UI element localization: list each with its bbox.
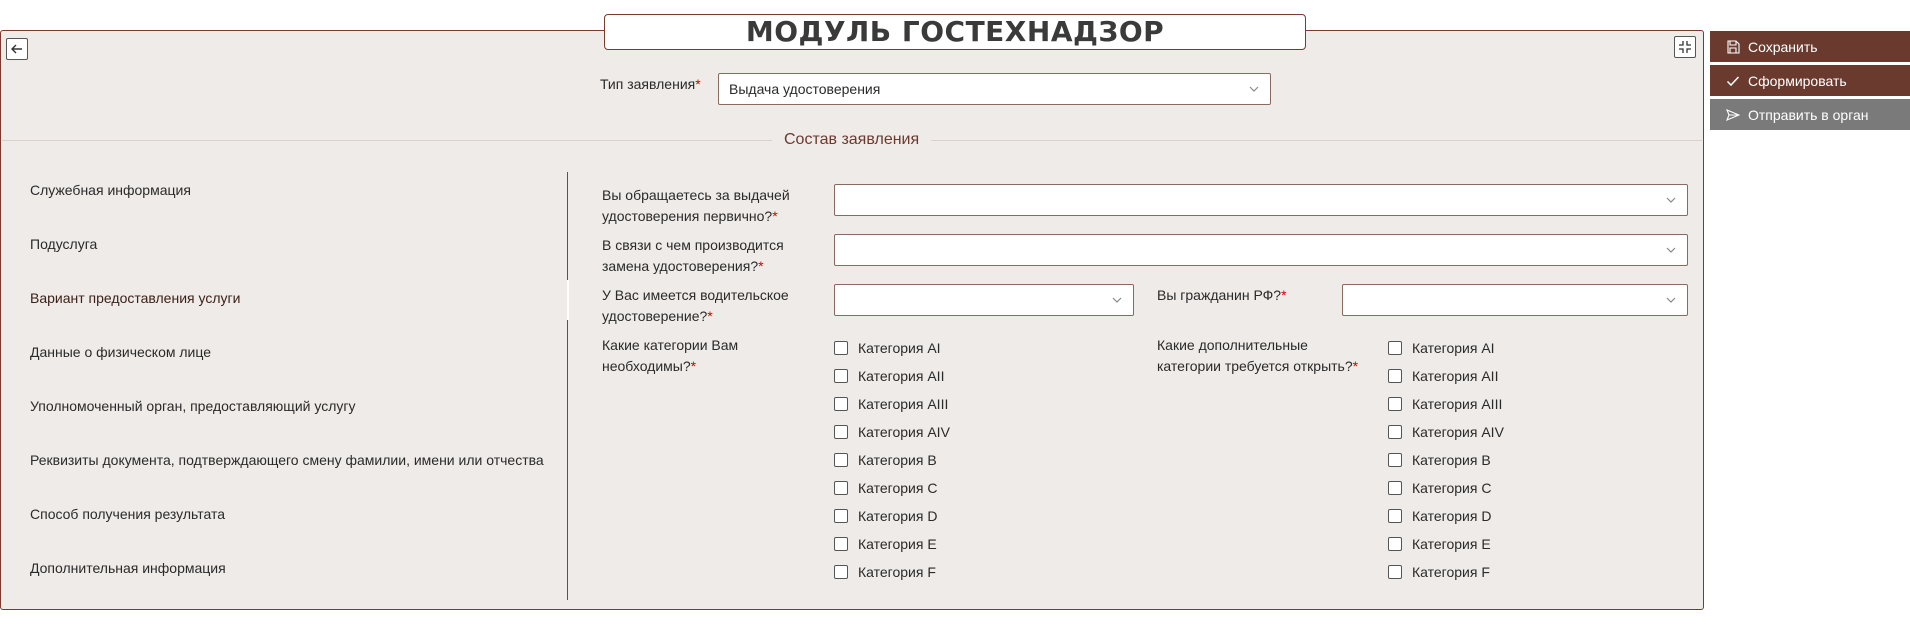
additional-category-checkbox[interactable] [1388,558,1504,586]
checkbox-box[interactable] [834,397,848,411]
category-checkbox[interactable] [834,446,950,474]
q1-line1: Вы обращаетесь за выдачей [602,187,790,203]
category-label: Категория AI [858,340,941,356]
category-label: Категория F [1412,564,1490,580]
module-title: МОДУЛЬ ГОСТЕХНАДЗОР [745,15,1165,48]
category-checkbox[interactable] [834,530,950,558]
checkbox-box[interactable] [834,453,848,467]
checkbox-box[interactable] [1388,565,1402,579]
citizen-select[interactable] [1342,284,1688,316]
nav-item-authority[interactable]: Уполномоченный орган, предоставляющий услугу [30,398,356,414]
additional-category-checkbox[interactable] [1388,446,1504,474]
generate-label: Сформировать [1748,72,1847,89]
nav-item-person-data[interactable]: Данные о физическом лице [30,344,212,360]
q6-line1: Какие дополнительные [1157,337,1308,353]
category-checkbox[interactable] [834,362,950,390]
category-label: Категория C [1412,480,1492,496]
chevron-down-icon [1665,194,1677,206]
save-button[interactable] [1710,31,1910,62]
check-icon [1726,74,1740,88]
checkbox-box[interactable] [834,369,848,383]
category-label: Категория D [858,508,938,524]
additional-category-checkbox[interactable] [1388,502,1504,530]
checkbox-box[interactable] [834,425,848,439]
chevron-down-icon [1665,294,1677,306]
send-label: Отправить в орган [1748,106,1869,123]
nav-active-marker [567,280,569,320]
nav-divider [567,172,568,600]
question-has-license [602,285,789,327]
chevron-down-icon [1248,83,1260,95]
actions-panel [1710,31,1910,133]
first-issue-select[interactable] [834,184,1688,216]
checkbox-box[interactable] [834,565,848,579]
checkbox-box[interactable] [1388,341,1402,355]
category-label: Категория E [1412,536,1491,552]
question-citizen [1157,285,1287,306]
category-checkbox[interactable] [834,558,950,586]
collapse-icon [1678,40,1692,54]
category-label: Категория AII [1412,368,1499,384]
question-first-issue [602,185,790,227]
q1-line2: удостоверения первично? [602,208,773,224]
category-checkbox[interactable] [834,474,950,502]
send-button[interactable] [1710,99,1910,130]
additional-category-checkbox[interactable] [1388,418,1504,446]
checkbox-box[interactable] [1388,481,1402,495]
q2-line2: замена удостоверения? [602,258,759,274]
category-label: Категория B [1412,452,1491,468]
save-icon [1726,40,1740,54]
question-categories [602,335,738,377]
generate-button[interactable] [1710,65,1910,96]
chevron-down-icon [1111,294,1123,306]
nav-item-service-variant[interactable]: Вариант предоставления услуги [30,290,241,306]
categories-group [834,334,950,586]
checkbox-box[interactable] [1388,425,1402,439]
nav-item-subservice[interactable]: Подуслуга [30,236,98,252]
module-title-box [604,14,1306,50]
save-label: Сохранить [1748,38,1818,55]
checkbox-box[interactable] [1388,537,1402,551]
category-label: Категория AI [1412,340,1495,356]
back-button[interactable] [6,38,28,60]
required-mark: * [695,76,701,92]
section-title: Состав заявления [772,129,931,151]
category-label: Категория F [858,564,936,580]
category-checkbox[interactable] [834,390,950,418]
checkbox-box[interactable] [834,481,848,495]
type-select-value: Выдача удостоверения [729,81,881,97]
additional-category-checkbox[interactable] [1388,474,1504,502]
category-label: Категория C [858,480,938,496]
has-license-select[interactable] [834,284,1134,316]
category-label: Категория AIV [1412,424,1504,440]
category-checkbox[interactable] [834,334,950,362]
q5-line2: необходимы? [602,358,691,374]
chevron-down-icon [1665,244,1677,256]
category-label: Категория E [858,536,937,552]
category-label: Категория AIII [858,396,949,412]
required-mark: * [758,258,764,274]
checkbox-box[interactable] [1388,453,1402,467]
checkbox-box[interactable] [1388,397,1402,411]
checkbox-box[interactable] [834,341,848,355]
required-mark: * [690,358,697,374]
type-select[interactable] [718,73,1271,105]
category-checkbox[interactable] [834,502,950,530]
q2-line1: В связи с чем производится [602,237,784,253]
nav-item-result-method[interactable]: Способ получения результата [30,506,226,522]
nav-item-additional-info[interactable]: Дополнительная информация [30,560,226,576]
arrow-left-icon [10,42,24,56]
category-label: Категория AIII [1412,396,1503,412]
additional-category-checkbox[interactable] [1388,362,1504,390]
replacement-reason-select[interactable] [834,234,1688,266]
category-label: Категория AIV [858,424,950,440]
checkbox-box[interactable] [834,537,848,551]
nav-item-service-info[interactable]: Служебная информация [30,182,191,198]
checkbox-box[interactable] [1388,369,1402,383]
collapse-button[interactable] [1674,36,1696,58]
q6-line2: категории требуется открыть? [1157,358,1353,374]
type-label [600,76,701,92]
required-mark: * [1352,358,1359,374]
additional-category-checkbox[interactable] [1388,390,1504,418]
category-label: Категория AII [858,368,945,384]
category-checkbox[interactable] [834,418,950,446]
q4-line1: Вы гражданин РФ? [1157,287,1282,303]
type-label-text: Тип заявления [600,76,696,92]
send-icon [1726,108,1740,122]
checkbox-box[interactable] [1388,509,1402,523]
additional-category-checkbox[interactable] [1388,530,1504,558]
required-mark: * [772,208,778,224]
additional-category-checkbox[interactable] [1388,334,1504,362]
q3-line2: удостоверение? [602,308,708,324]
question-additional-categories [1157,335,1358,377]
q5-line1: Какие категории Вам [602,337,739,353]
required-mark: * [1281,287,1287,303]
q3-line1: У Вас имеется водительское [602,287,789,303]
category-label: Категория D [1412,508,1492,524]
required-mark: * [707,308,713,324]
category-label: Категория B [858,452,937,468]
section-nav [30,172,570,604]
checkbox-box[interactable] [834,509,848,523]
nav-item-name-change-doc[interactable]: Реквизиты документа, подтверждающего смену фамилии, имени или отчества [30,452,544,468]
additional-categories-group [1388,334,1504,586]
question-replacement-reason [602,235,784,277]
